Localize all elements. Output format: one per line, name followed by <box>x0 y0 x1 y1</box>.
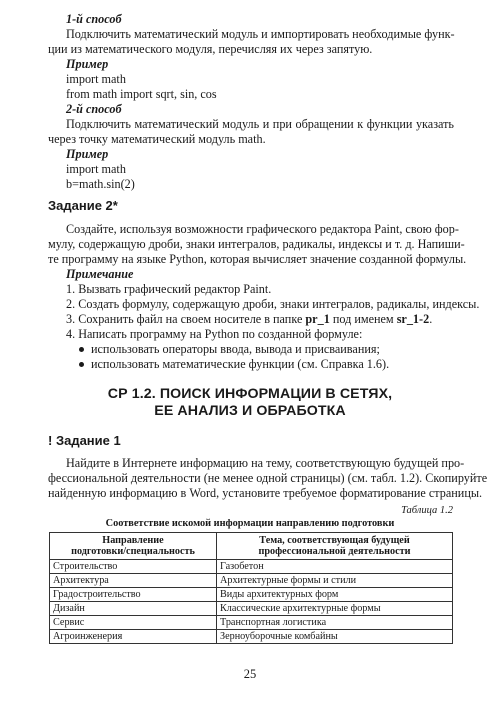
table-cell-direction: Агроинженерия <box>50 630 217 644</box>
task1-para-line3: найденную информацию в Word, установите требуемое форматирование страницы. <box>48 486 483 500</box>
table-header-row <box>50 533 453 560</box>
bullet-icon <box>79 362 84 367</box>
task2-para-line3: те программу на языке Python, которая вычисляет значение созданной формулы. <box>48 252 467 266</box>
task1-heading: ! Задание 1 <box>48 433 121 448</box>
table-cell-direction: Дизайн <box>50 602 217 616</box>
table-row <box>50 560 453 574</box>
table-cell-topic: Архитектурные формы и стили <box>217 574 453 588</box>
table-row <box>50 616 453 630</box>
method1-heading: 1-й способ <box>66 12 122 26</box>
direction-topic-table <box>49 532 453 644</box>
bullet-icon <box>79 347 84 352</box>
table-cell-direction: Градостроительство <box>50 588 217 602</box>
task2-bullet1: использовать операторы ввода, вывода и присваивания; <box>91 342 380 356</box>
table-cell-direction: Сервис <box>50 616 217 630</box>
table-cell-topic: Зерноуборочные комбайны <box>217 630 453 644</box>
section-title-line2: ЕЕ АНАЛИЗ И ОБРАБОТКА <box>154 403 346 419</box>
page-number: 25 <box>243 667 257 681</box>
task2-step3-suffix: . <box>429 312 433 326</box>
task2-step1: 1. Вызвать графический редактор Paint. <box>66 282 272 296</box>
table-row <box>50 574 453 588</box>
method1-text-line1: Подключить математический модуль и импортировать необходимые функ- <box>66 27 455 41</box>
task2-step3-prefix: 3. Сохранить файл на своем носителе в папке <box>66 312 306 326</box>
method2-code-line1: import math <box>66 162 126 176</box>
task2-step3 <box>66 312 432 326</box>
method2-text-line2: через точку математический модуль math. <box>48 132 266 146</box>
task2-para-line1: Создайте, используя возможности графического редактора Paint, свою фор- <box>66 222 459 236</box>
method2-code-line2: b=math.sin(2) <box>66 177 135 191</box>
task2-bullet2: использовать математические функции (см. Справка 1.6). <box>91 357 390 371</box>
method1-code-line1: import math <box>66 72 126 86</box>
task2-heading: Задание 2* <box>48 198 118 213</box>
task2-para-line2: мулу, содержащую дроби, знаки интегралов, радикалы, индексы и т. д. Напиши- <box>48 237 465 251</box>
task1-para-line1: Найдите в Интернете информацию на тему, соответствующую будущей про- <box>66 456 465 470</box>
table-header-topic: Тема, соответствующая будущей профессиональной деятельности <box>217 533 453 560</box>
table-label: Таблица 1.2 <box>401 505 453 516</box>
task2-note-label: Примечание <box>66 267 134 281</box>
table-row <box>50 630 453 644</box>
table-cell-topic: Транспортная логистика <box>217 616 453 630</box>
task2-step2: 2. Создать формулу, содержащую дроби, знаки интегралов, радикалы, индексы. <box>66 297 480 311</box>
task2-step3-folder: pr_1 <box>305 312 330 326</box>
task2-step4: 4. Написать программу на Python по созданной формуле: <box>66 327 363 341</box>
method1-code-line2: from math import sqrt, sin, cos <box>66 87 217 101</box>
table-caption: Соответствие искомой информации направлению подготовки <box>105 518 395 529</box>
method1-text-line2: ции из математического модуля, перечисляя их через запятую. <box>48 42 373 56</box>
table-cell-direction: Архитектура <box>50 574 217 588</box>
table-cell-topic: Газобетон <box>217 560 453 574</box>
section-title-line1: СР 1.2. ПОИСК ИНФОРМАЦИИ В СЕТЯХ, <box>107 386 393 402</box>
task2-step3-filename: sr_1-2 <box>396 312 430 326</box>
table-cell-topic: Виды архитектурных форм <box>217 588 453 602</box>
task2-step3-middle: под именем <box>329 312 397 326</box>
method2-example-label: Пример <box>66 147 109 161</box>
table-row <box>50 588 453 602</box>
table-cell-topic: Классические архитектурные формы <box>217 602 453 616</box>
method1-example-label: Пример <box>66 57 109 71</box>
method2-heading: 2-й способ <box>66 102 122 116</box>
table-row <box>50 602 453 616</box>
task1-para-line2: фессиональной деятельности (не менее одной страницы) (см. табл. 1.2). Скопируйте <box>48 471 488 485</box>
table-cell-direction: Строительство <box>50 560 217 574</box>
table-header-direction: Направление подготовки/специальность <box>50 533 217 560</box>
method2-text-line1: Подключить математический модуль и при обращении к функции указать <box>66 117 454 131</box>
